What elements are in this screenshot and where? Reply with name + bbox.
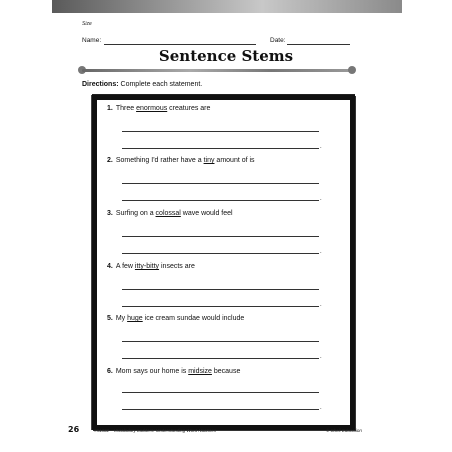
answer-line[interactable] — [122, 200, 319, 201]
vocab-word: huge — [127, 315, 143, 322]
answer-line[interactable] — [122, 409, 319, 410]
top-band — [52, 0, 402, 13]
answer-line[interactable] — [122, 236, 319, 237]
page-number: 26 — [68, 425, 80, 434]
period-mark: . — [320, 249, 322, 255]
vocab-word: midsize — [188, 368, 212, 375]
vocab-word: itty-bitty — [134, 263, 160, 270]
statement-text: 2. Something I'd rather have a tiny amount of is — [107, 157, 255, 164]
title-divider — [82, 69, 352, 72]
statement-text: 3. Surfing on a colossal wave would feel — [107, 210, 233, 217]
category-label: Size — [82, 21, 92, 27]
answer-line[interactable] — [122, 253, 319, 254]
name-field[interactable] — [104, 44, 256, 45]
answer-line[interactable] — [122, 358, 319, 359]
footer-publisher: © Shell Education — [326, 428, 362, 433]
answer-line[interactable] — [122, 289, 319, 290]
statement-text: 4. A few itty-bitty insects are — [107, 263, 195, 270]
directions-label: Directions: — [82, 81, 119, 88]
vocab-word: tiny — [203, 157, 215, 164]
statements-box — [92, 95, 355, 430]
statement-text: 6. Mom says our home is midsize because — [107, 368, 241, 375]
vocab-word: colossal — [155, 210, 181, 217]
period-mark: . — [320, 302, 322, 308]
period-mark: . — [320, 354, 322, 360]
period-mark: . — [320, 144, 322, 150]
answer-line[interactable] — [122, 183, 319, 184]
period-mark: . — [320, 405, 322, 411]
answer-line[interactable] — [122, 341, 319, 342]
answer-line[interactable] — [122, 392, 319, 393]
statement-text: 1. Three enormous creatures are — [107, 105, 211, 112]
footer-book-title: #51302—Vocabulary Ladders: Understanding Word Nuances — [94, 428, 217, 433]
name-label: Name: — [82, 37, 102, 44]
period-mark: . — [320, 196, 322, 202]
vocab-word: enormous — [136, 105, 168, 112]
statement-text: 5. My huge ice cream sundae would include — [107, 315, 245, 322]
date-field[interactable] — [287, 44, 350, 45]
directions — [82, 81, 202, 88]
answer-line[interactable] — [122, 148, 319, 149]
rule-right-knob — [348, 66, 356, 74]
answer-line[interactable] — [122, 131, 319, 132]
date-label: Date: — [270, 37, 286, 44]
page-title: Sentence Stems — [158, 47, 294, 65]
answer-line[interactable] — [122, 306, 319, 307]
directions-text: Complete each statement. — [120, 81, 203, 88]
